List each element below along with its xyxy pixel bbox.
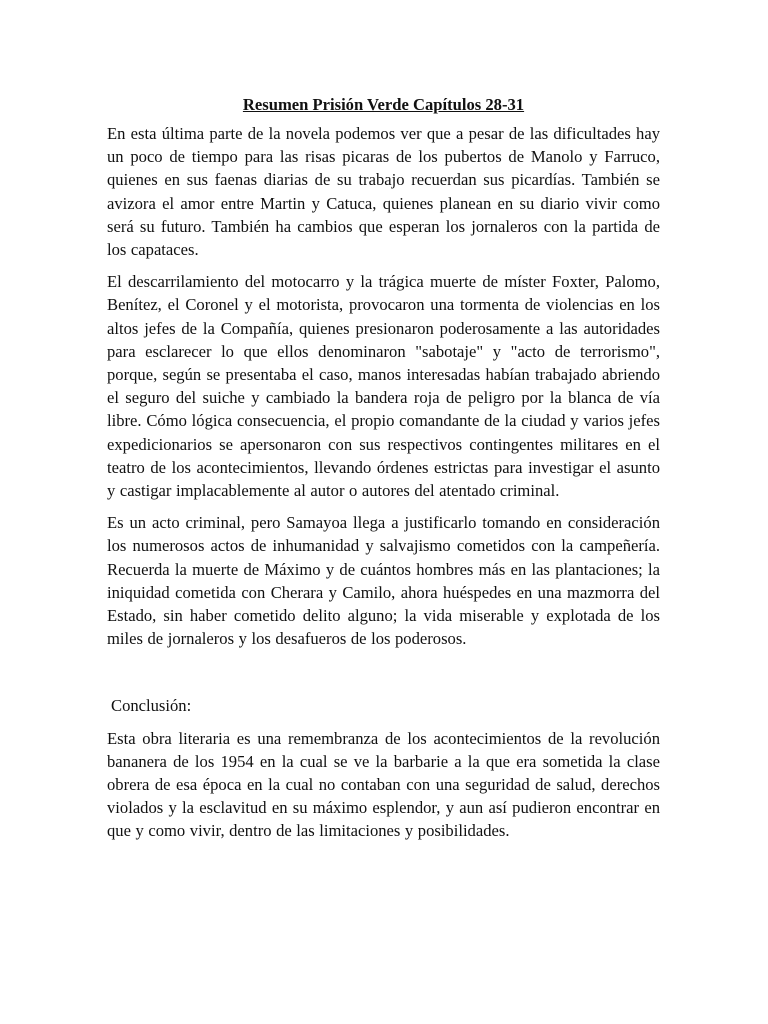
document-body bbox=[107, 93, 660, 852]
conclusion-paragraph: Esta obra literaria es una remembranza de los acontecimientos de la revolución bananera de los 1954 en la cual se ve la barbarie a la que era sometida la clase obrera de esa época en la cual no contaban con una seguridad de salud, derechos violados y la esclavitud en su máximo esplendor, y aun así pudieron encontrar en que y como vivir, dentro de las limitaciones y posibilidades. bbox=[107, 728, 660, 841]
conclusion-heading: Conclusión: bbox=[111, 696, 192, 716]
section-gap bbox=[107, 659, 660, 694]
summary-paragraph-1: En esta última parte de la novela podemos ver que a pesar de las dificultades hay un poco de tiempo para las risas picaras de los pubertos de Manolo y Farruco, quienes en sus faenas diarias de su trabajo recuerdan sus picardías. También se avizora el amor entre Martin y Catuca, quienes planean en su diario vivir como será su futuro. También ha cambios que esperan los jornaleros con la partida de los capataces. bbox=[107, 124, 660, 260]
document-title: Resumen Prisión Verde Capítulos 28-31 bbox=[242, 95, 525, 114]
summary-paragraph-2: El descarrilamiento del motocarro y la trágica muerte de míster Foxter, Palomo, Benítez, el Coronel y el motorista, provocaron una tormenta de violencias en los altos jefes de la Compañía, quienes presionaron poderosamente a las autoridades para esclarecer lo que ellos denominaron "sabotaje" y "acto de terrorismo", porque, según se presentaba el caso, manos interesadas habían trabajado abriendo el seguro del suiche y cambiado la bandera roja de peligro por la blanca de vía libre. Cómo lógica consecuencia, el propio comandante de la ciudad y varios jefes expedicionarios se apersonaron con sus respectivos contingentes militares en el teatro de los acontecimientos, llevando órdenes estrictas para investigar el asunto y castigar implacablemente al autor o autores del atentado criminal. bbox=[107, 272, 660, 501]
summary-paragraph-3: Es un acto criminal, pero Samayoa llega a justificarlo tomando en consideración los numerosos actos de inhumanidad y salvajismo cometidos con la campeñería. Recuerda la muerte de Máximo y de cuántos hombres más en las plantaciones; la iniquidad cometida con Cherara y Camilo, ahora huéspedes en una mazmorra del Estado, sin haber cometido delito alguno; la vida miserable y explotada de los miles de jornaleros y los desafueros de los poderosos. bbox=[107, 513, 660, 649]
